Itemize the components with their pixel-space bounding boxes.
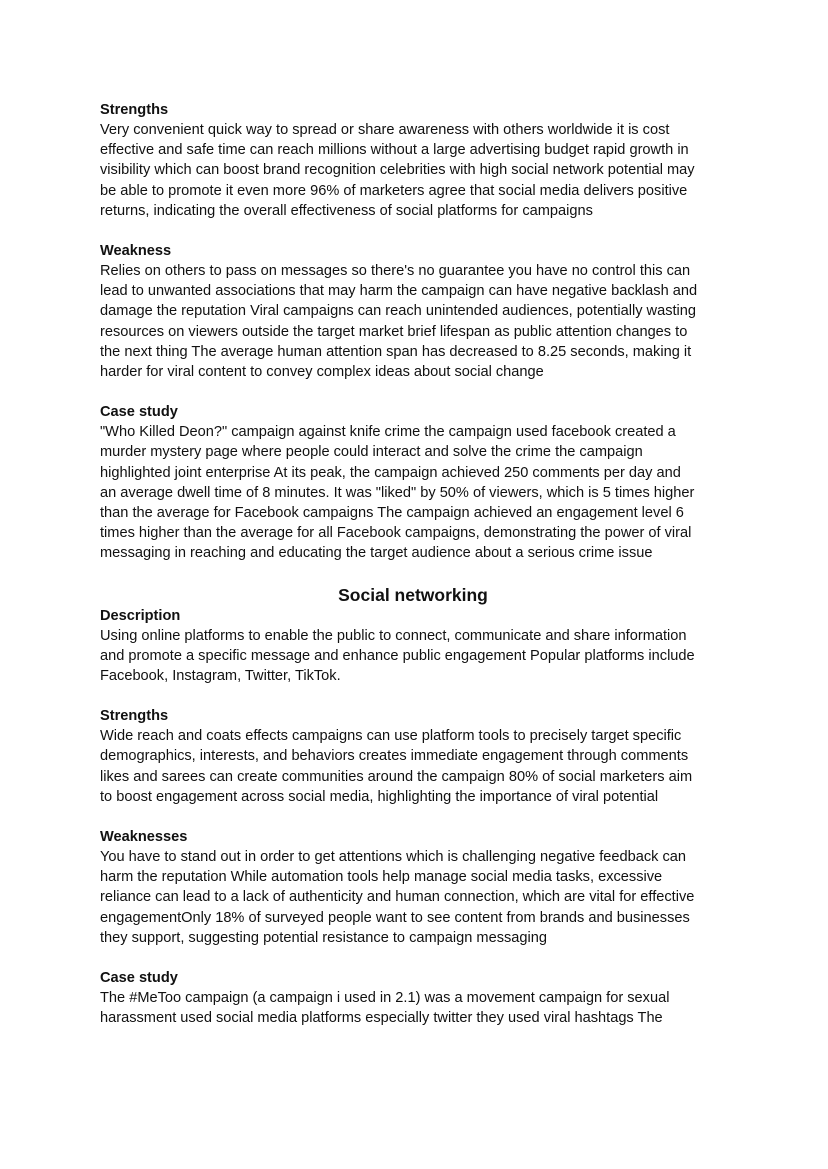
text-line: be able to promote it even more 96% of marketers agree that social media delivers positive [100,182,688,199]
viral-weakness-section [100,241,740,382]
page-section-title: Social networking [338,584,488,605]
text-line: they support, suggesting potential resistance to campaign messaging [100,929,547,946]
text-line: Very convenient quick way to spread or share awareness with others worldwide it is cost [100,122,670,138]
text-line: times higher than the average for all Facebook campaigns, demonstrating the power of viral [100,525,692,542]
section-body [100,120,740,221]
text-line: and promote a specific message and enhance public engagement Popular platforms include [100,647,695,664]
text-line: harder for viral content to convey complex ideas about social change [100,364,544,381]
section-body [100,422,740,563]
section-body [100,988,740,1028]
text-line: You have to stand out in order to get attentions which is challenging negative feedback can [100,849,687,866]
text-line: harm the reputation While automation tools help manage social media tasks, excessive [100,869,663,886]
text-line: reliance can lead to a lack of authenticity and human connection, which are vital for effective [100,889,695,906]
text-line: murder mystery page where people could interact and solve the crime the campaign [100,444,643,461]
text-line: Using online platforms to enable the public to connect, communicate and share information [100,627,687,644]
section-heading: Case study [100,970,178,987]
text-line: to boost engagement across social media, highlighting the importance of viral potential [100,788,659,805]
text-line: an average dwell time of 8 minutes. It was "liked" by 50% of viewers, which is 5 times higher [100,484,695,501]
text-line: than the average for Facebook campaigns The campaign achieved an engagement level 6 [100,505,684,522]
text-line: damage the reputation Viral campaigns can reach unintended audiences, potentially wasting [100,303,697,320]
section-heading: Weakness [100,243,172,260]
viral-case-study-section [100,402,740,563]
text-line: highlighted joint enterprise At its peak, the campaign achieved 250 comments per day and [100,464,681,481]
section-heading: Case study [100,404,178,421]
section-heading: Weaknesses [100,829,188,846]
section-body [100,847,740,948]
text-line: Facebook, Instagram, Twitter, TikTok. [100,668,341,685]
social-case-study-section [100,968,740,1028]
text-line: the next thing The average human attention span has decreased to 8.25 seconds, making it [100,343,692,360]
section-body [100,261,740,382]
text-line: resources on viewers outside the target market brief lifespan as public attention changes to [100,323,688,340]
section-heading: Description [100,607,181,624]
text-line: The #MeToo campaign (a campaign i used in 2.1) was a movement campaign for sexual [100,990,670,1007]
text-line: "Who Killed Deon?" campaign against knife crime the campaign used facebook created a [100,424,676,441]
text-line: likes and sarees can create communities around the campaign 80% of social marketers aim [100,768,693,785]
text-line: effective and safe time can reach millions without a large advertising budget rapid growth in [100,142,689,159]
text-line: returns, indicating the overall effectiveness of social platforms for campaigns [100,202,593,219]
section-body [100,726,740,807]
section-heading: Strengths [100,708,169,725]
text-line: demographics, interests, and behaviors creates immediate engagement through comments [100,748,689,765]
text-line: messaging in reaching and educating the target audience about a serious crime issue [100,545,653,562]
text-line: lead to unwanted associations that may harm the campaign can have negative backlash and [100,283,698,300]
social-weaknesses-section [100,827,740,948]
viral-strengths-section [100,100,740,221]
text-line: Relies on others to pass on messages so there's no guarantee you have no control this can [100,263,691,280]
text-line: visibility which can boost brand recognition celebrities with high social network potential may [100,162,695,179]
document-page [100,100,740,1049]
section-heading: Strengths [100,102,169,118]
social-strengths-section [100,706,740,807]
social-description-section [100,606,740,687]
text-line: Wide reach and coats effects campaigns can use platform tools to precisely target specific [100,728,682,745]
section-body [100,626,740,687]
social-networking-title-wrap [100,584,740,606]
text-line: engagementOnly 18% of surveyed people want to see content from brands and businesses [100,909,690,926]
text-line: harassment used social media platforms especially twitter they used viral hashtags The [100,1010,663,1027]
